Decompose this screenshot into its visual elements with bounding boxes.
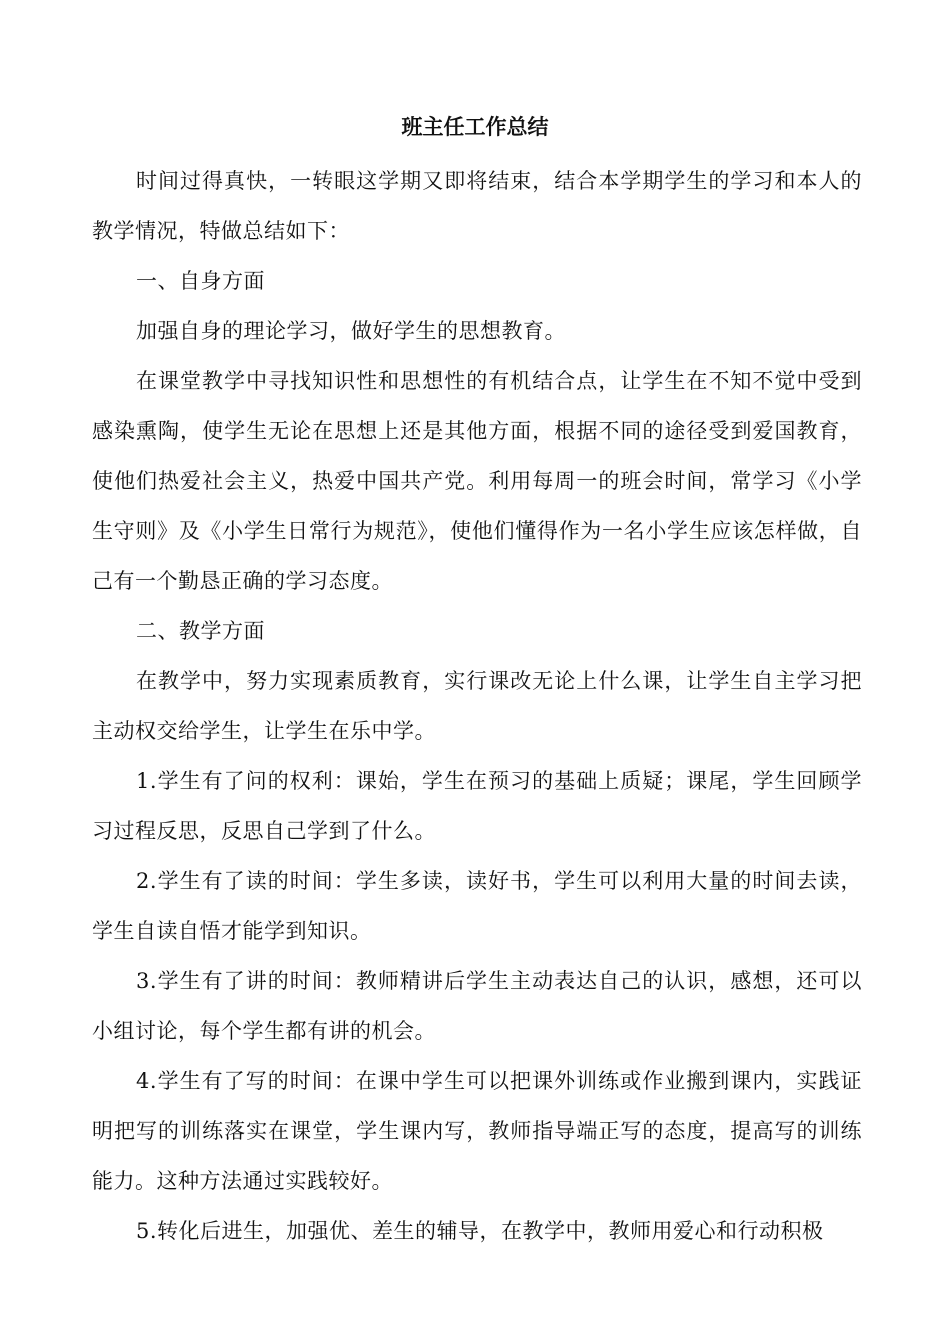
intro-paragraph: 时间过得真快，一转眼这学期又即将结束，结合本学期学生的学习和本人的教学情况，特做总结如下： [92, 169, 862, 243]
paragraph-classroom-education: 在课堂教学中寻找知识性和思想性的有机结合点，让学生在不知不觉中受到感染熏陶，使学生无论在思想上还是其他方面，根据不同的途径受到爱国教育，使他们热爱社会主义，热爱中国共产党。利用每周一的班会时间，常学习《小学生守则》及《小学生日常行为规范》，使他们懂得作为一名小学生应该怎样做，自己有一个勤恳正确的学习态度。 [92, 369, 862, 593]
paragraph-quality-education: 在教学中，努力实现素质教育，实行课改无论上什么课，让学生自主学习把主动权交给学生，让学生在乐中学。 [92, 669, 862, 743]
paragraph-theory-study: 加强自身的理论学习，做好学生的思想教育。 [136, 319, 566, 343]
list-item-write: 4.学生有了写的时间：在课中学生可以把课外训练或作业搬到课内，实践证明把写的训练落实在课堂，学生课内写，教师指导端正写的态度，提高写的训练能力。这种方法通过实践较好。 [92, 1069, 862, 1193]
list-item-ask: 1.学生有了问的权利：课始，学生在预习的基础上质疑；课尾，学生回顾学习过程反思，反思自己学到了什么。 [92, 769, 862, 843]
document-title: 班主任工作总结 [401, 115, 549, 139]
list-item-speak: 3.学生有了讲的时间：教师精讲后学生主动表达自己的认识，感想，还可以小组讨论，每个学生都有讲的机会。 [92, 969, 862, 1043]
section-heading-teaching: 二、教学方面 [136, 619, 265, 643]
document-body [92, 156, 862, 1256]
section-heading-self: 一、自身方面 [136, 269, 265, 293]
list-item-tutoring: 5.转化后进生，加强优、差生的辅导，在教学中，教师用爱心和行动积极 [136, 1219, 824, 1243]
list-item-read: 2.学生有了读的时间：学生多读，读好书，学生可以利用大量的时间去读，学生自读自悟才能学到知识。 [92, 869, 862, 943]
